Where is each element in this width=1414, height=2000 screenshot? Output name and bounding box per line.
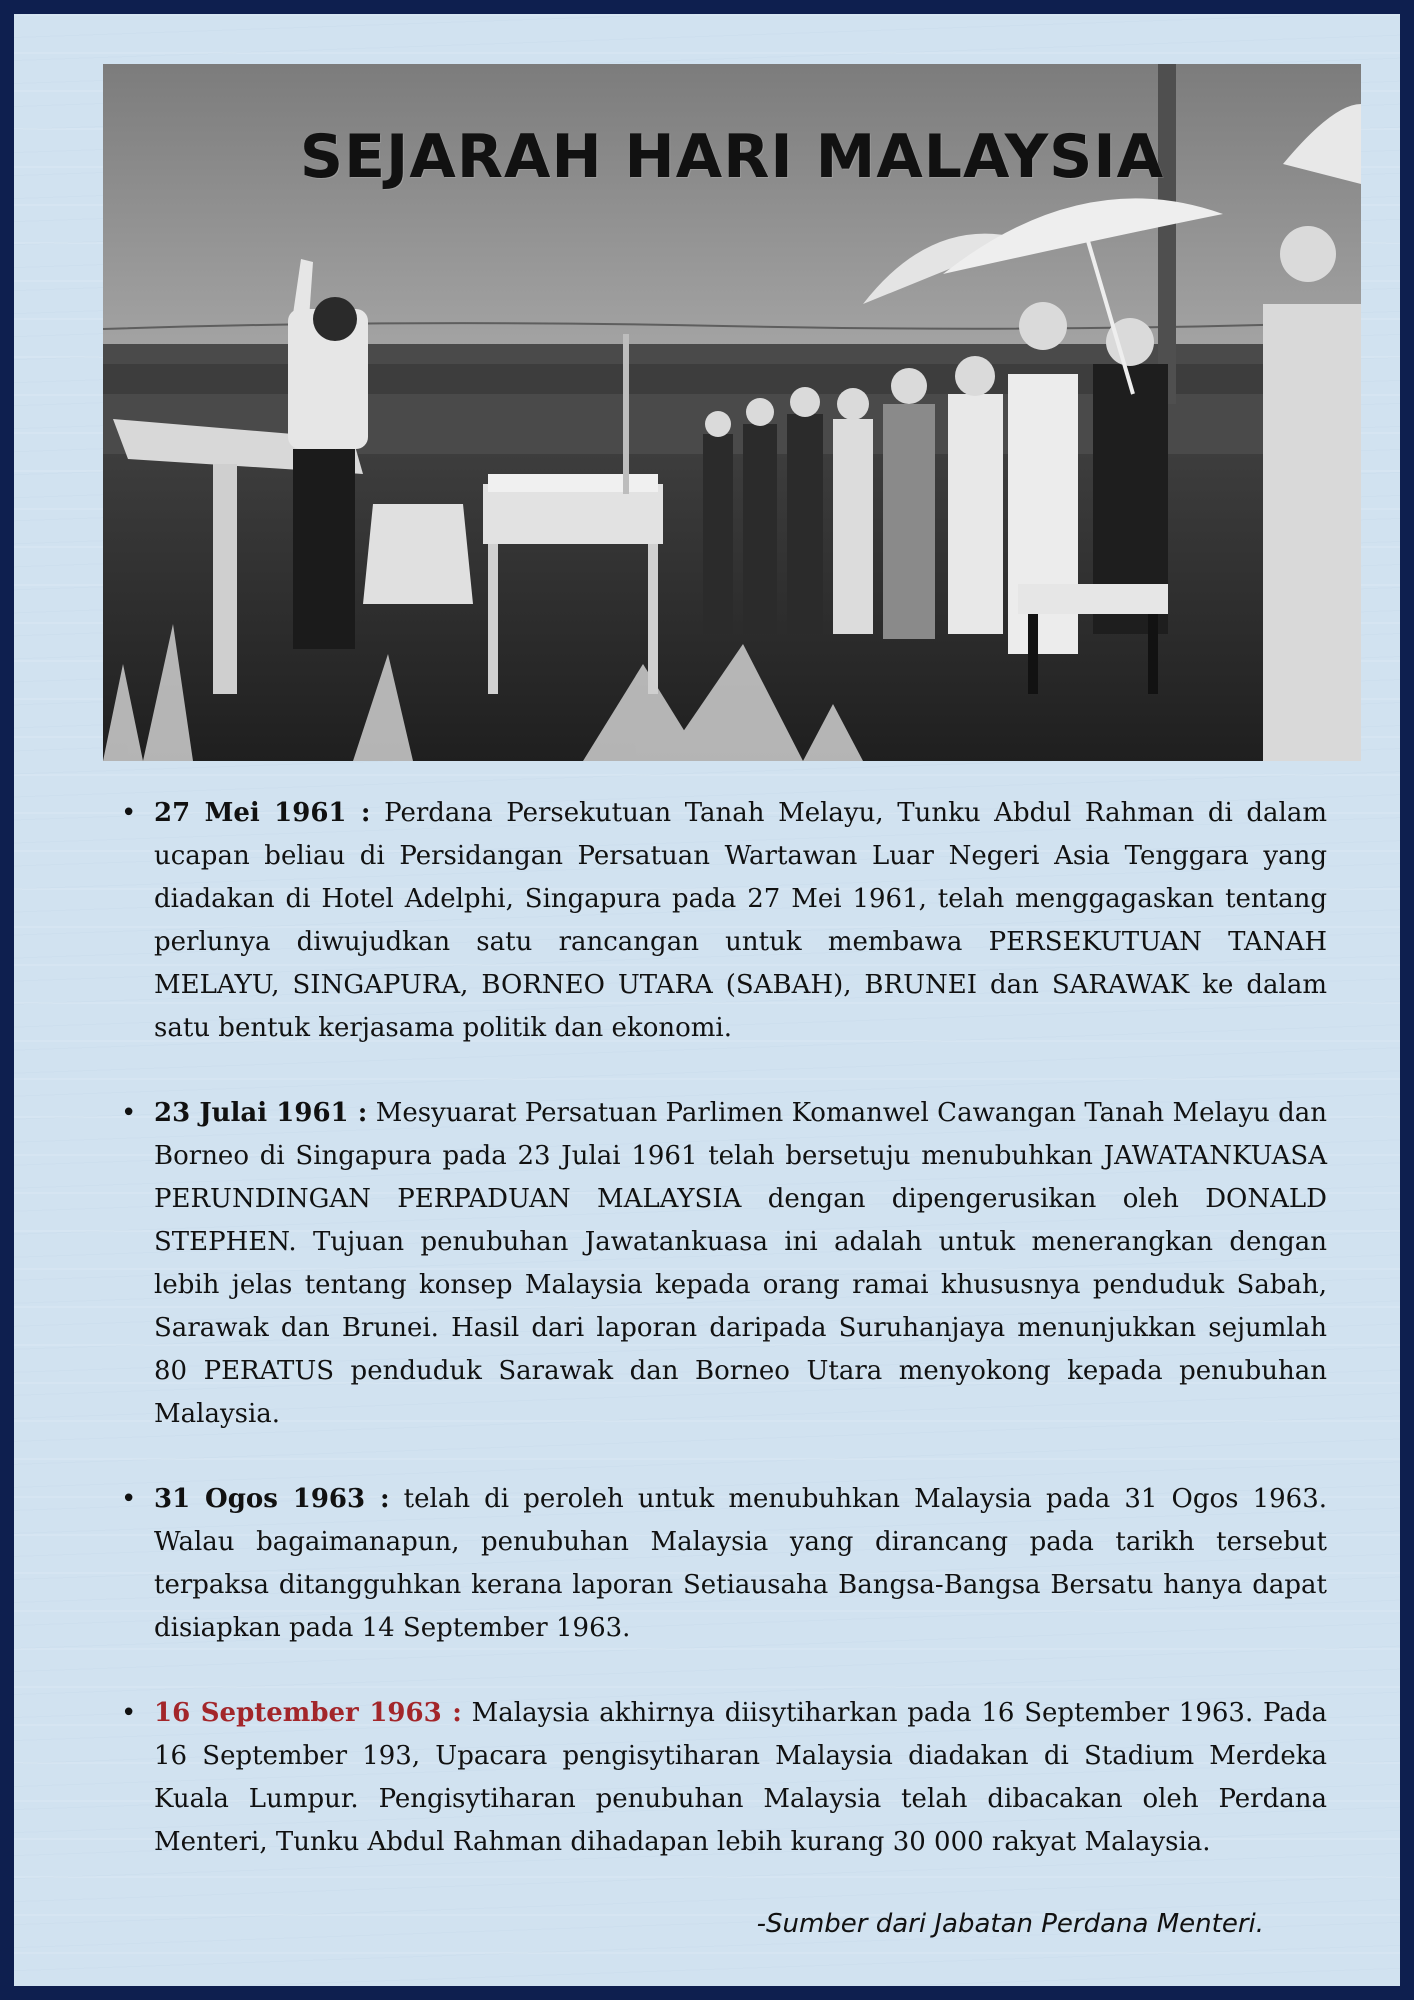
event-item <box>117 792 1327 1050</box>
source-credit: -Sumber dari Jabatan Perdana Menteri. <box>756 1909 1264 1939</box>
event-list <box>117 792 1327 1906</box>
bullet-icon: • <box>121 1698 137 1728</box>
event-text: Malaysia akhirnya diisytiharkan pada 16 September 1963. Pada 16 September 193, Upacara pengisytiharan Malaysia diadakan di Stadium Merdeka Kuala Lumpur. Pengisytiharan penubuhan Malaysia telah dibacakan oleh Perdana Menteri, Tunku Abdul Rahman dihadapan lebih kurang 30 000 rakyat Malaysia. <box>154 1698 1328 1857</box>
event-text: Perdana Persekutuan Tanah Melayu, Tunku Abdul Rahman di dalam ucapan beliau di Persidangan Persatuan Wartawan Luar Negeri Asia Tenggara yang diadakan di Hotel Adelphi, Singapura pada 27 Mei 1961, telah menggagaskan tentang perlunya diwujudkan satu rancangan untuk membawa PERSEKUTUAN TANAH MELAYU, SINGAPURA, BORNEO UTARA (SABAH), BRUNEI dan SARAWAK ke dalam satu bentuk kerjasama politik dan ekonomi. <box>154 798 1328 1043</box>
event-item <box>117 1092 1327 1436</box>
bullet-icon: • <box>121 1098 137 1128</box>
event-date: 27 Mei 1961 : <box>154 798 371 828</box>
event-date: 16 September 1963 : <box>154 1698 462 1728</box>
event-date: 23 Julai 1961 : <box>154 1098 368 1128</box>
event-date: 31 Ogos 1963 : <box>154 1484 390 1514</box>
historical-photo <box>103 64 1361 761</box>
event-text: Mesyuarat Persatuan Parlimen Komanwel Cawangan Tanah Melayu dan Borneo di Singapura pada 23 Julai 1961 telah bersetuju menubuhkan JAWATANKUASA PERUNDINGAN PERPADUAN MALAYSIA dengan dipengerusikan oleh DONALD STEPHEN. Tujuan penubuhan Jawatankuasa ini adalah untuk menerangkan dengan lebih jelas tentang konsep Malaysia kepada orang ramai khususnya penduduk Sabah, Sarawak dan Brunei. Hasil dari laporan daripada Suruhanjaya menunjukkan sejumlah 80 PERATUS penduduk Sarawak dan Borneo Utara menyokong kepada penubuhan Malaysia. <box>154 1098 1327 1429</box>
poster-title: SEJARAH HARI MALAYSIA <box>299 122 1165 192</box>
event-item-highlight <box>117 1692 1327 1864</box>
event-text: telah di peroleh untuk menubuhkan Malaysia pada 31 Ogos 1963. Walau bagaimanapun, penubuhan Malaysia yang dirancang pada tarikh tersebut terpaksa ditangguhkan kerana laporan Setiausaha Bangsa-Bangsa Bersatu hanya dapat disiapkan pada 14 September 1963. <box>154 1484 1328 1643</box>
bullet-icon: • <box>121 1484 137 1514</box>
bullet-icon: • <box>121 798 137 828</box>
poster-page <box>14 14 1400 1986</box>
event-item <box>117 1478 1327 1650</box>
